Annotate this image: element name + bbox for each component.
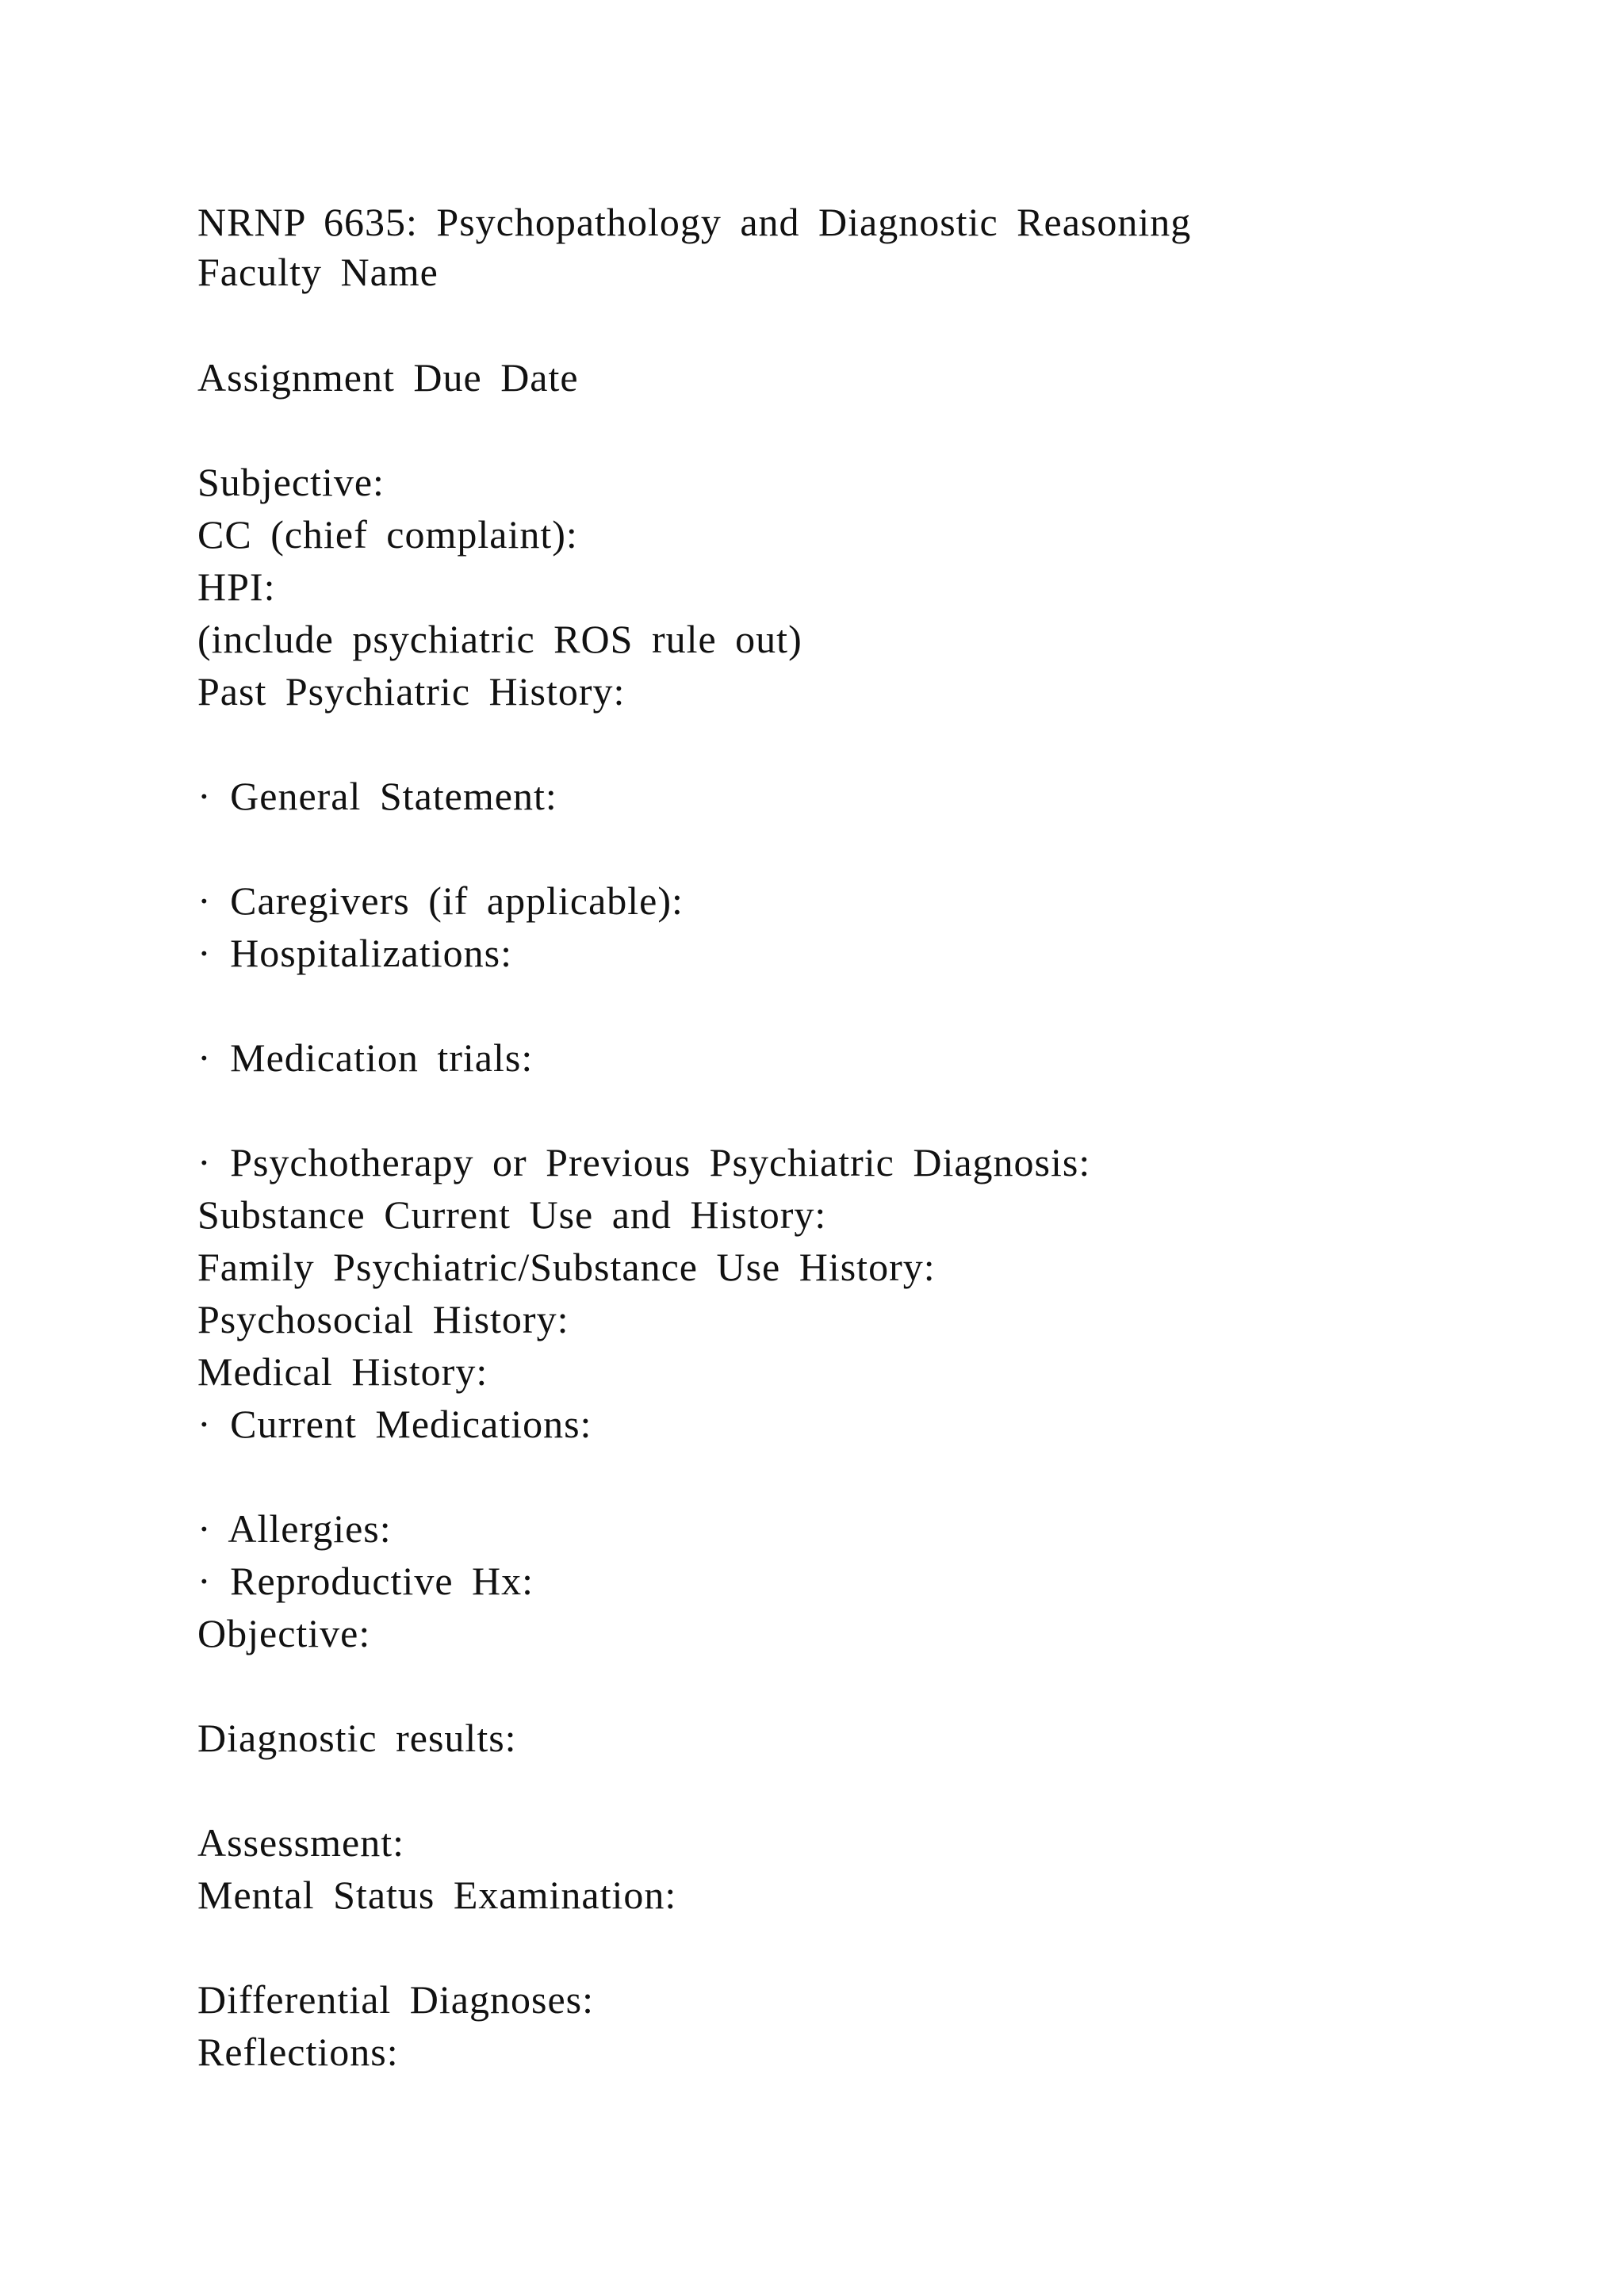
reflections-label: Reflections: — [197, 2030, 399, 2074]
allergies-item: · Allergies: — [197, 1506, 392, 1551]
family-history-label: Family Psychiatric/Substance Use History: — [197, 1245, 936, 1289]
diagnostic-results-label: Diagnostic results: — [197, 1716, 517, 1760]
caregivers-item: · Caregivers (if applicable): — [197, 878, 684, 923]
medical-history-label: Medical History: — [197, 1349, 488, 1394]
past-psychiatric-history-label: Past Psychiatric History: — [197, 669, 626, 714]
subjective-heading: Subjective: — [197, 460, 385, 504]
objective-heading: Objective: — [197, 1611, 371, 1655]
assessment-heading: Assessment: — [197, 1820, 404, 1865]
course-title: NRNP 6635: Psychopathology and Diagnostic Reasoning — [197, 200, 1192, 244]
hpi-note: (include psychiatric ROS rule out) — [197, 617, 802, 661]
differential-diagnoses-label: Differential Diagnoses: — [197, 1977, 594, 2022]
hospitalizations-item: · Hospitalizations: — [197, 931, 512, 975]
substance-use-label: Substance Current Use and History: — [197, 1192, 827, 1237]
hpi-label: HPI: — [197, 564, 276, 609]
reproductive-hx-item: · Reproductive Hx: — [197, 1559, 534, 1603]
medication-trials-item: · Medication trials: — [197, 1035, 534, 1080]
current-medications-item: · Current Medications: — [197, 1402, 592, 1446]
chief-complaint-label: CC (chief complaint): — [197, 512, 578, 557]
due-date: Assignment Due Date — [197, 355, 579, 400]
mental-status-exam-label: Mental Status Examination: — [197, 1873, 677, 1917]
general-statement-item: · General Statement: — [197, 774, 557, 818]
faculty-name: Faculty Name — [197, 250, 439, 294]
psychotherapy-item: · Psychotherapy or Previous Psychiatric Diagnosis: — [197, 1140, 1091, 1184]
psychosocial-history-label: Psychosocial History: — [197, 1297, 569, 1341]
